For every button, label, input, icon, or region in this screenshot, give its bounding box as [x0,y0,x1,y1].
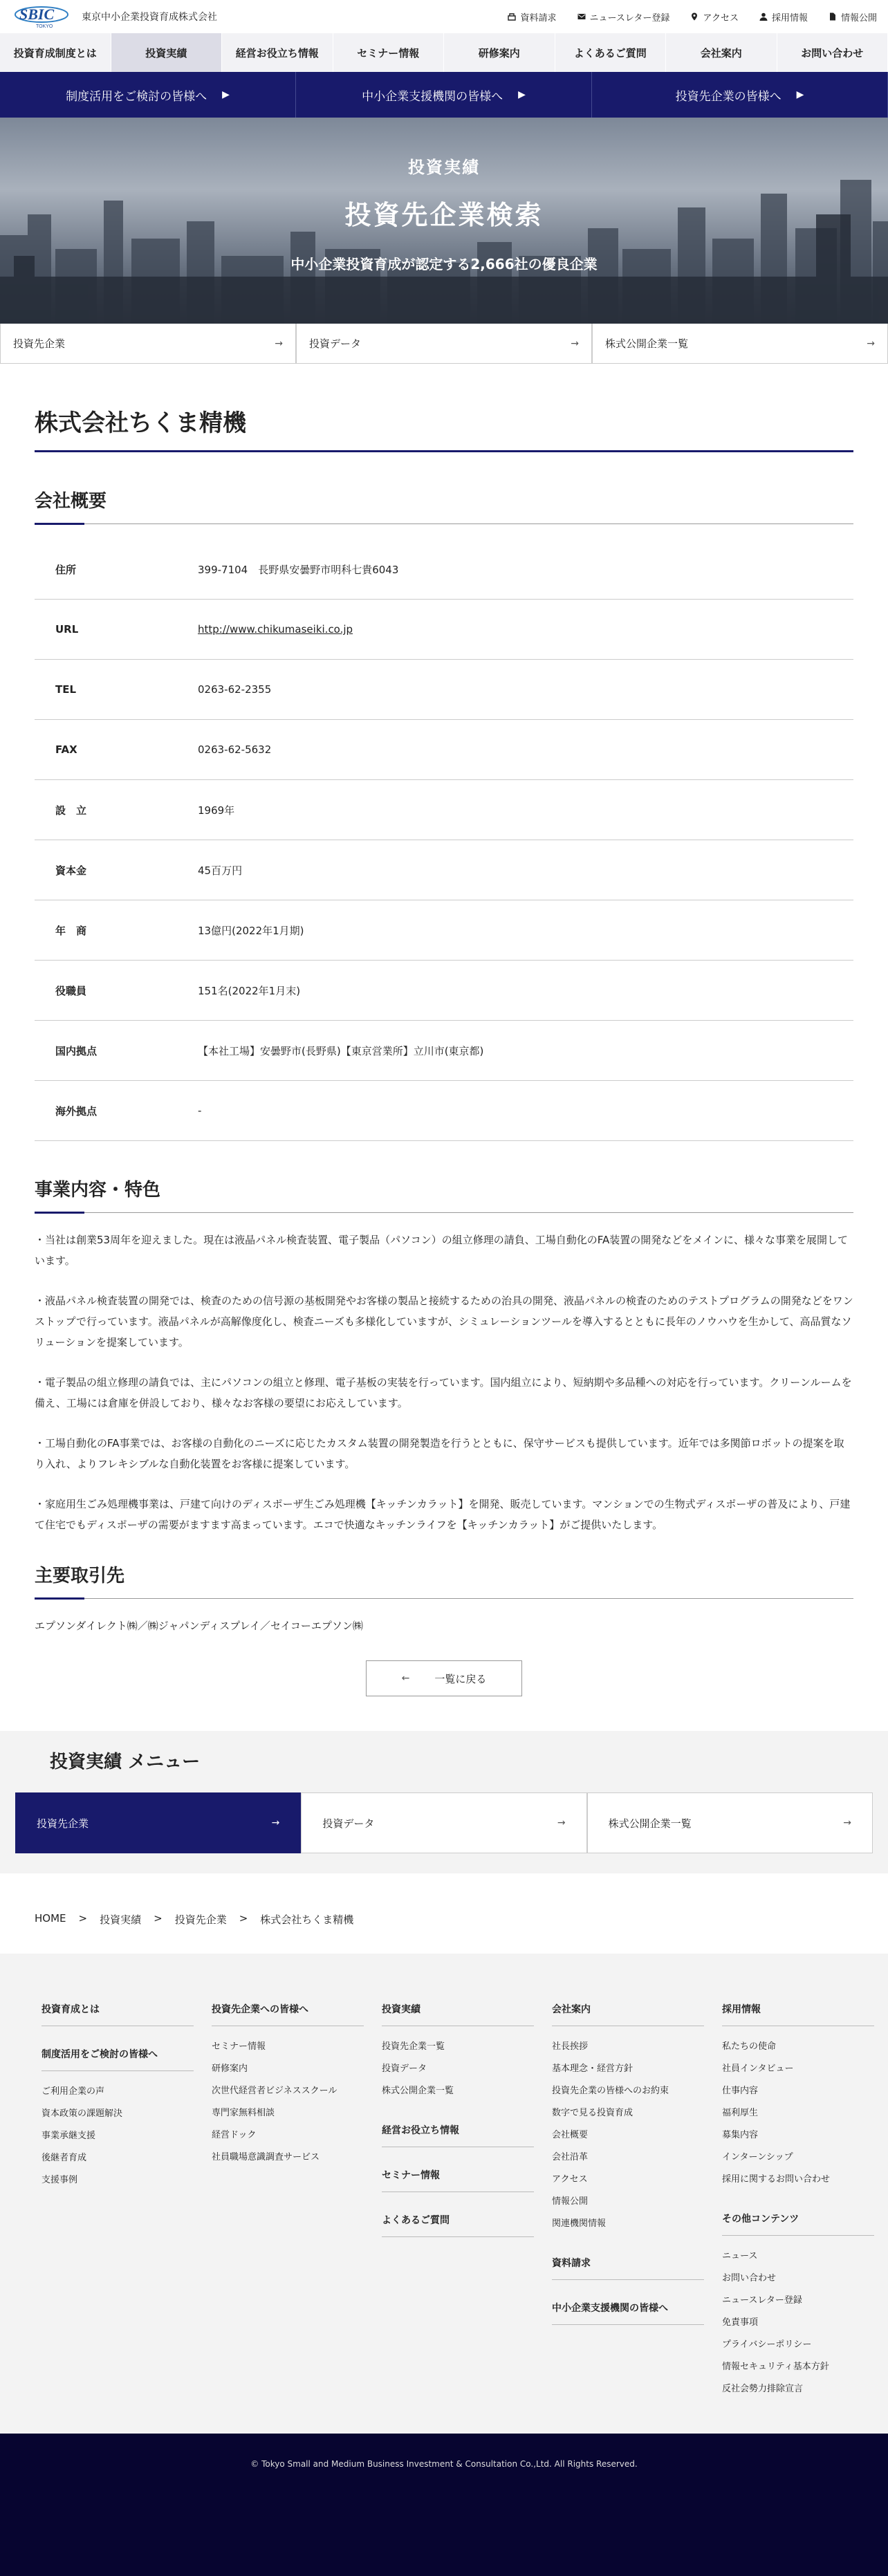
footer-link[interactable]: 投資先企業の皆様へのお約束 [552,2080,704,2102]
menu-tab-ipo[interactable]: 株式公開企業一覧 → [587,1792,873,1853]
footer-link[interactable]: 会社沿革 [552,2147,704,2169]
partners-heading: 主要取引先 [35,1562,853,1599]
footer-link[interactable]: 資本政策の課題解決 [41,2103,194,2125]
footer-heading-link[interactable]: セミナー情報 [382,2168,534,2192]
audience-link-portfolio[interactable]: 投資先企業の皆様へ ▶ [592,72,888,118]
breadcrumb [0,1873,888,1954]
tab-investment-data[interactable]: 投資データ → [296,324,592,363]
row-label: TEL [35,683,198,696]
footer-heading-link[interactable]: 投資先企業への皆様へ [212,2002,364,2026]
footer-link[interactable]: プライバシーポリシー [722,2334,874,2356]
utility-access[interactable]: アクセス [690,10,739,24]
nav-management-info[interactable]: 経営お役立ち情報 [222,33,333,72]
footer-heading-link[interactable]: 資料請求 [552,2256,704,2280]
nav-investment-results[interactable]: 投資実績 [111,33,223,72]
footer-link[interactable]: 投資先企業一覧 [382,2036,534,2058]
table-row [35,840,853,900]
row-label: 年 商 [35,923,198,938]
footer-link[interactable]: 福利厚生 [722,2102,874,2124]
footer-link[interactable]: 社員インタビュー [722,2058,874,2080]
footer-link[interactable]: 募集内容 [722,2124,874,2147]
pin-icon [690,12,699,21]
business-paragraph: ・液晶パネル検査装置の開発では、検査のための信号源の基板開発やお客様の製品と接続するための治具の開発、液晶パネルの検査のためのテストプログラムの開発などをワンストップで行っています。液晶パネルが高解像度化し、検査ニーズも多様化していますが、シミュレーションツールを導入するとともに長年のノウハウを生かして、高品質なソリューションを提案しています。 [35,1290,853,1353]
footer-link[interactable]: 社員職場意識調査サービス [212,2147,364,2169]
person-icon [759,12,768,21]
arrow-right-icon: → [571,338,579,349]
arrow-right-icon: → [867,338,875,349]
file-icon [829,12,837,21]
breadcrumb-portfolio[interactable]: 投資先企業 [175,1912,227,1954]
row-value: 0263-62-5632 [198,743,853,756]
logo-link[interactable] [14,5,217,28]
utility-newsletter[interactable]: ニュースレター登録 [577,10,670,24]
business-paragraph: ・当社は創業53周年を迎えました。現在は液晶パネル検査装置、電子製品（パソコン）の組立修理の請負、工場自動化のFA装置の開発などをメインに、様々な事業を展開しています。 [35,1230,853,1271]
hero-banner [0,118,888,324]
business-heading: 事業内容・特色 [35,1176,853,1213]
footer-link[interactable]: 関連機関情報 [552,2213,704,2235]
footer-link[interactable]: ニュース [722,2245,874,2268]
global-nav [0,33,888,72]
svg-text:TOKYO: TOKYO [36,24,53,28]
business-paragraph: ・工場自動化のFA事業では、お客様の自動化のニーズに応じたカスタム装置の開発製造を行うとともに、保守サービスも提供しています。近年では多関節ロボットの提案を取り入れ、よりフレキシブルな自動化装置をお客様に提案しています。 [35,1433,853,1474]
utility-recruit[interactable]: 採用情報 [759,10,808,24]
footer-heading-link[interactable]: 経営お役立ち情報 [382,2123,534,2147]
business-description [35,1230,853,1535]
breadcrumb-home[interactable]: HOME [35,1912,66,1954]
footer-column [382,2002,534,2434]
row-label: 設 立 [35,803,198,817]
footer-link[interactable]: 仕事内容 [722,2080,874,2102]
footer-link[interactable]: 情報セキュリティ基本方針 [722,2356,874,2378]
business-paragraph: ・電子製品の組立修理の請負では、主にパソコンの組立と修理、電子基板の実装を行っています。国内組立により、短納期や多品種への対応を行っています。クリーンルームを備え、工場には倉庫を併設しており、様々なお客様の要望にお応えしています。 [35,1372,853,1414]
arrow-right-icon: → [272,1817,280,1828]
nav-company[interactable]: 会社案内 [666,33,777,72]
row-value: 0263-62-2355 [198,683,853,696]
investment-menu [0,1731,888,1873]
row-label: URL [35,623,198,636]
company-title: 株式会社ちくま精機 [35,404,853,452]
company-info-table [35,539,853,1141]
row-label: FAX [35,743,198,756]
utility-disclosure[interactable]: 情報公開 [829,10,877,24]
row-label: 資本金 [35,863,198,878]
footer-column [552,2002,704,2434]
footer-link[interactable]: インターンシップ [722,2147,874,2169]
breadcrumb-separator: > [239,1912,248,1954]
footer-link[interactable]: 私たちの使命 [722,2036,874,2058]
table-row [35,600,853,660]
footer-link[interactable]: 基本理念・経営方針 [552,2058,704,2080]
footer-heading: その他コンテンツ [722,2212,874,2236]
table-row [35,780,853,840]
footer-column [212,2002,364,2434]
footer-heading-link[interactable]: 投資実績 [382,2002,534,2026]
footer-heading-link[interactable]: 中小企業支援機関の皆様へ [552,2301,704,2325]
footer-link[interactable]: 後継者育成 [41,2147,194,2169]
row-label: 役職員 [35,983,198,998]
arrow-right-icon: → [557,1817,566,1828]
footer-link[interactable]: 投資データ [382,2058,534,2080]
row-value: 151名(2022年1月末) [198,983,853,998]
section-tabs [0,324,888,364]
footer-heading-link[interactable]: よくあるご質問 [382,2213,534,2237]
breadcrumb-separator: > [79,1912,88,1954]
footer-link[interactable]: 事業承継支援 [41,2125,194,2147]
footer-link[interactable]: お問い合わせ [722,2268,874,2290]
svg-text:SBIC: SBIC [19,6,54,23]
footer-link[interactable]: アクセス [552,2169,704,2191]
table-row [35,1021,853,1081]
chevron-right-icon: ▶ [222,89,230,100]
footer-link[interactable]: 専門家無料相談 [212,2102,364,2124]
row-value: - [198,1104,853,1117]
footer-column [41,2002,194,2434]
row-label: 海外拠点 [35,1104,198,1118]
sbic-logo [14,5,72,28]
overview-heading: 会社概要 [35,487,853,524]
table-row [35,900,853,961]
row-value: 【本社工場】安曇野市(長野県)【東京営業所】立川市(東京都) [198,1044,853,1058]
nav-about-system[interactable]: 投資育成制度とは [0,33,111,72]
row-value: 399-7104 長野県安曇野市明科七貴6043 [198,562,853,577]
hero-subtitle: 投資実績 [0,154,888,178]
footer-heading-link[interactable]: 会社案内 [552,2002,704,2026]
footer-link[interactable]: 情報公開 [552,2191,704,2213]
arrow-left-icon: ← [402,1673,410,1684]
arrow-right-icon: → [843,1817,851,1828]
back-to-list-button[interactable]: ← 一覧に戻る [366,1660,522,1696]
table-row [35,961,853,1021]
nav-contact[interactable]: お問い合わせ [777,33,888,72]
footer-link[interactable]: ご利用企業の声 [41,2081,194,2103]
utility-document-request[interactable]: 資料請求 [508,10,556,24]
footer-link[interactable]: 株式公開企業一覧 [382,2080,534,2102]
utility-nav [508,10,877,24]
table-row [35,720,853,780]
chevron-right-icon: ▶ [518,89,526,100]
document-icon [508,12,516,21]
audience-bar [0,72,888,118]
footer-link[interactable]: 会社概要 [552,2124,704,2147]
footer-link[interactable]: 数字で見る投資育成 [552,2102,704,2124]
footer-heading-link[interactable]: 採用情報 [722,2002,874,2026]
mail-icon [577,12,586,21]
hero-description: 中小企業投資育成が認定する2,666社の優良企業 [0,253,888,273]
footer-heading-link[interactable]: 制度活用をご検討の皆様へ [41,2047,194,2071]
footer-link[interactable]: 免責事項 [722,2312,874,2334]
footer-link[interactable]: 社長挨拶 [552,2036,704,2058]
row-label: 住所 [35,562,198,577]
main-content [0,404,888,1696]
tab-portfolio-companies[interactable]: 投資先企業 → [0,324,296,363]
row-value: 13億円(2022年1月期) [198,923,853,938]
row-label: 国内拠点 [35,1044,198,1058]
row-value: 1969年 [198,803,853,817]
arrow-right-icon: → [275,338,283,349]
footer-column [722,2002,874,2434]
footer-link[interactable]: 次世代経営者ビジネススクール [212,2080,364,2102]
breadcrumb-current: 株式会社ちくま精機 [260,1912,353,1954]
business-paragraph: ・家庭用生ごみ処理機事業は、戸建て向けのディスポーザ生ごみ処理機【キッチンカラット】を開発、販売しています。マンションでの生物式ディスポーザの普及により、戸建て住宅でもディスポーザの需要がますます高まっています。エコで快適なキッチンライフを【キッチンカラット】がご提供いたします。 [35,1494,853,1535]
footer-heading-link[interactable]: 投資育成とは [41,2002,194,2026]
partners-list: エプソンダイレクト㈱／㈱ジャパンディスプレイ／セイコーエプソン㈱ [35,1618,853,1633]
footer-sitemap [0,1954,888,2434]
top-bar [0,0,888,33]
company-name: 東京中小企業投資育成株式会社 [82,10,217,24]
footer-link[interactable]: 反社会勢力排除宣言 [722,2378,874,2400]
footer-link[interactable]: 研修案内 [212,2058,364,2080]
table-row [35,539,853,600]
nav-seminar[interactable]: セミナー情報 [333,33,445,72]
footer-link[interactable]: 採用に関するお問い合わせ [722,2169,874,2191]
table-row [35,660,853,720]
tab-ipo-companies[interactable]: 株式公開企業一覧 → [592,324,888,363]
table-row [35,1081,853,1141]
menu-tab-data[interactable]: 投資データ → [301,1792,586,1853]
hero-title: 投資先企業検索 [0,194,888,232]
nav-training[interactable]: 研修案内 [444,33,555,72]
audience-link-support-orgs[interactable]: 中小企業支援機関の皆様へ ▶ [296,72,592,118]
footer-link[interactable]: ニュースレター登録 [722,2290,874,2312]
footer-link[interactable]: 経営ドック [212,2124,364,2147]
row-value: 45百万円 [198,863,853,878]
chevron-right-icon: ▶ [797,89,804,100]
footer-link[interactable]: 支援事例 [41,2169,194,2192]
company-url-link[interactable]: http://www.chikumaseiki.co.jp [198,623,853,636]
menu-tabs [15,1792,873,1853]
menu-title: 投資実績 メニュー [15,1748,873,1773]
breadcrumb-results[interactable]: 投資実績 [100,1912,141,1954]
menu-tab-portfolio[interactable]: 投資先企業 → [15,1792,301,1853]
copyright: © Tokyo Small and Medium Business Investment & Consultation Co.,Ltd. All Rights Reserved. [0,2434,888,2576]
audience-link-considering[interactable]: 制度活用をご検討の皆様へ ▶ [0,72,296,118]
breadcrumb-separator: > [154,1912,163,1954]
footer-link[interactable]: セミナー情報 [212,2036,364,2058]
nav-faq[interactable]: よくあるご質問 [555,33,667,72]
